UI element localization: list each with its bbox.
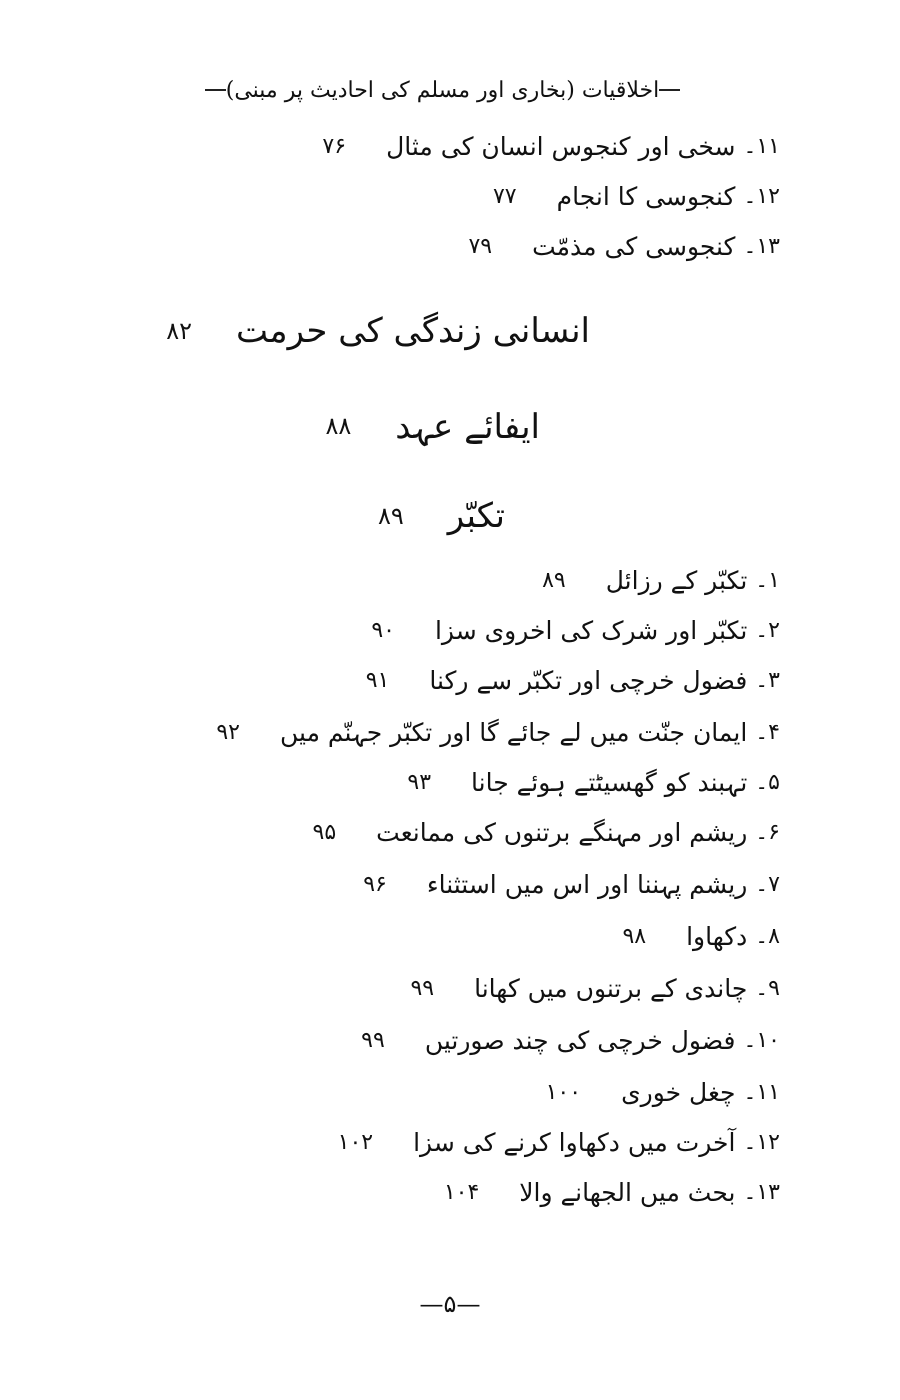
- entry-title: ریشم پہننا اور اس میں استثناء: [426, 869, 748, 899]
- entry-page: ۹۹: [410, 975, 435, 1001]
- entry-page: ۹۱: [365, 667, 390, 693]
- entry-number: ۴۔: [755, 719, 780, 745]
- entry-title: سخی اور کنجوس انسان کی مثال: [386, 131, 736, 161]
- toc-entry: [410, 964, 780, 1012]
- toc-entry: [493, 172, 780, 220]
- entry-number: ۱۳۔: [743, 1179, 780, 1205]
- toc-entry: [361, 1016, 780, 1064]
- entry-number: ۷۔: [755, 871, 780, 897]
- entry-number: ۱۳۔: [743, 233, 780, 259]
- toc-entry: [363, 860, 780, 908]
- entry-title: ایمان جنّت میں لے جائے گا اور تکبّر جہنّم میں: [280, 717, 748, 747]
- entry-number: ۱۱۔: [743, 1079, 780, 1105]
- page-number: —۵—: [419, 1290, 481, 1318]
- entry-title: چاندی کے برتنوں میں کھانا: [474, 973, 748, 1003]
- toc-section: [378, 488, 505, 544]
- entry-page: ۱۰۰: [545, 1079, 582, 1105]
- entry-page: ۹۶: [363, 871, 387, 897]
- entry-page: ۹۹: [361, 1027, 385, 1053]
- entry-page: ۸۹: [542, 567, 566, 593]
- entry-number: ۶۔: [755, 819, 780, 845]
- entry-title: آخرت میں دکھاوا کرنے کی سزا: [413, 1127, 736, 1157]
- entry-number: ۱۰۔: [743, 1027, 780, 1053]
- toc-entry: [366, 656, 780, 704]
- entry-page: ۹۰: [371, 617, 395, 643]
- entry-number: ۵۔: [755, 769, 780, 795]
- toc-entry: [542, 556, 780, 604]
- toc-section: [166, 303, 590, 359]
- header-title: اخلاقیات (بخاری اور مسلم کی احادیث پر مبنی): [225, 77, 660, 103]
- entry-page: ۷۹: [468, 233, 493, 259]
- section-title: تکبّر: [447, 496, 505, 536]
- entry-title: فضول خرچی اور تکبّر سے رکنا: [429, 665, 748, 695]
- toc-entry: [338, 1118, 780, 1166]
- section-page: ۸۹: [377, 502, 404, 530]
- toc-entry: [216, 708, 780, 756]
- running-header: [205, 70, 680, 110]
- entry-title: بحث میں الجھانے والا: [519, 1177, 736, 1207]
- entry-number: ۲۔: [755, 617, 780, 643]
- toc-entry: [322, 122, 780, 170]
- header-rule-right: [659, 89, 680, 91]
- entry-page: ۹۲: [216, 719, 240, 745]
- entry-number: ۱۱۔: [743, 133, 780, 159]
- entry-page: ۱۰۲: [337, 1129, 374, 1155]
- entry-number: ۳۔: [755, 667, 780, 693]
- entry-title: تہبند کو گھسیٹتے ہوئے جانا: [471, 767, 748, 797]
- entry-number: ۸۔: [755, 923, 780, 949]
- entry-title: فضول خرچی کی چند صورتیں: [424, 1025, 736, 1055]
- section-page: ۸۸: [325, 412, 352, 440]
- entry-title: ریشم اور مہنگے برتنوں کی ممانعت: [376, 817, 748, 847]
- section-page: ۸۲: [166, 317, 193, 345]
- header-rule-left: [205, 89, 226, 91]
- entry-number: ۹۔: [755, 975, 780, 1001]
- entry-page: ۷۶: [322, 133, 347, 159]
- entry-title: چغل خوری: [621, 1077, 736, 1107]
- toc-entry: [371, 606, 780, 654]
- entry-number: ۱۔: [755, 567, 780, 593]
- toc-section: [326, 398, 541, 454]
- entry-title: تکبّر کے رزائل: [605, 565, 748, 595]
- entry-number: ۱۲۔: [743, 1129, 780, 1155]
- section-title: ایفائے عہد: [395, 406, 540, 447]
- toc-entry: [546, 1068, 780, 1116]
- entry-title: تکبّر اور شرک کی اخروی سزا: [434, 615, 748, 645]
- entry-title: دکھاوا: [686, 921, 748, 951]
- entry-page: ۷۷: [492, 183, 517, 209]
- entry-page: ۱۰۴: [443, 1179, 480, 1205]
- toc-entry: [468, 222, 780, 270]
- entry-page: ۹۸: [622, 923, 647, 949]
- toc-entry: [407, 758, 780, 806]
- toc-entry: [622, 912, 780, 960]
- toc-entry: [313, 808, 781, 856]
- entry-page: ۹۳: [407, 769, 432, 795]
- entry-number: ۱۲۔: [743, 183, 780, 209]
- entry-page: ۹۵: [312, 819, 337, 845]
- toc-entry: [444, 1168, 780, 1216]
- section-title: انسانی زندگی کی حرمت: [236, 311, 590, 351]
- entry-title: کنجوسی کا انجام: [556, 181, 736, 211]
- entry-title: کنجوسی کی مذمّت: [532, 231, 736, 261]
